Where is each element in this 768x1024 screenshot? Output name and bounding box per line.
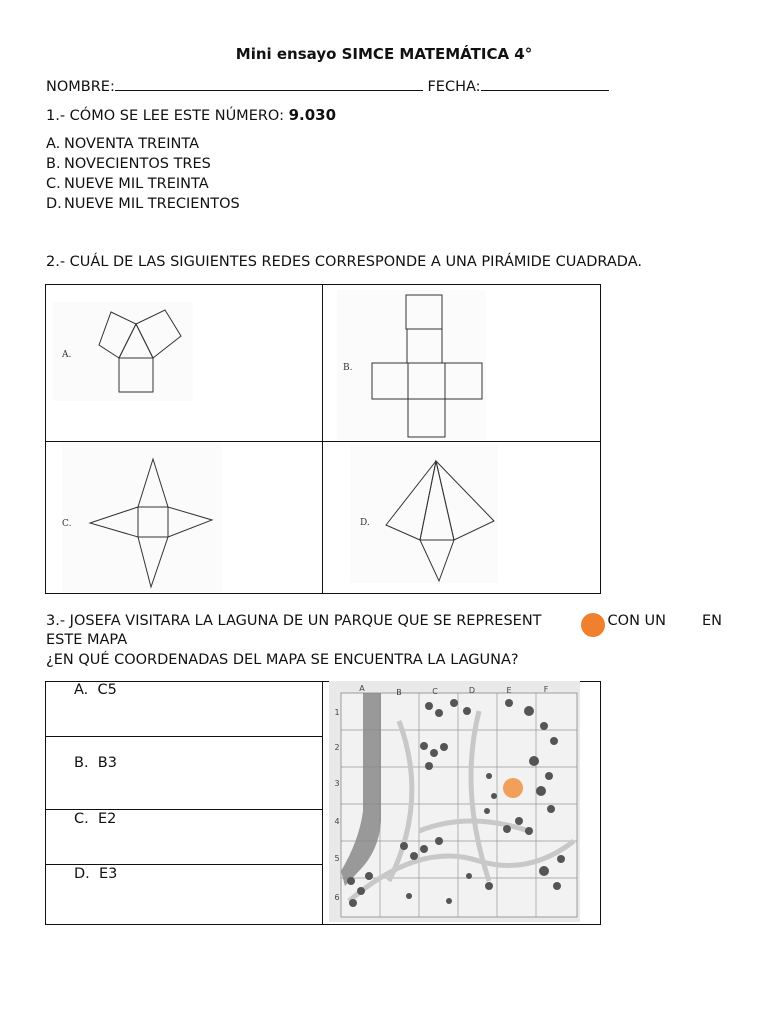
net-b-drawing [337,290,486,440]
name-field[interactable] [115,76,423,91]
answer-option-c[interactable] [74,811,116,827]
q1-option-a[interactable] [46,136,199,152]
table-divider-vertical [322,284,323,593]
option-text: NUEVE MIL TRECIENTOS [64,196,240,212]
net-option-b[interactable] [337,290,486,440]
option-letter: D. [46,196,62,212]
map-col-d: D [468,686,476,695]
net-c-label: C. [62,519,72,529]
page-title: Mini ensayo SIMCE MATEMÁTICA 4° [235,45,533,63]
park-map [329,681,580,922]
orange-circle-icon [581,613,605,637]
map-row-6: 6 [334,893,340,902]
answer-option-d[interactable] [74,866,117,882]
net-option-c[interactable] [62,442,222,592]
option-letter: D. [74,866,90,882]
date-label: FECHA: [427,79,481,95]
park-map-drawing [329,681,580,922]
q3-line1-b: CON UN [607,613,666,629]
answer-cell-b[interactable] [46,737,323,810]
q3-line2: ESTE MAPA [46,632,128,648]
map-row-1: 1 [334,708,340,717]
q1-number: 9.030 [288,106,337,124]
q3-question: ¿EN QUÉ COORDENADAS DEL MAPA SE ENCUENTRA LA LAGUNA? [46,652,519,668]
option-letter: B. [46,156,61,172]
answer-option-a[interactable] [74,682,117,698]
option-text: NOVENTA TREINTA [64,136,200,152]
option-letter: B. [74,755,89,771]
option-text: NUEVE MIL TREINTA [64,176,209,192]
q1-option-c[interactable] [46,176,209,192]
net-option-d[interactable] [350,445,498,583]
net-a-label: A. [62,350,72,360]
q3-line1-a: 3.- JOSEFA VISITARA LA LAGUNA DE UN PARQUE QUE SE REPRESENT [46,613,542,629]
map-col-a: A [359,684,365,693]
q1-prompt-text: 1.- CÓMO SE LEE ESTE NÚMERO: [46,108,289,124]
map-row-2: 2 [334,743,340,752]
option-text: E3 [99,866,118,882]
answer-option-b[interactable] [74,755,117,771]
option-letter: C. [74,811,89,827]
map-col-f: F [543,685,549,694]
q3-line1-c: EN [701,613,722,629]
option-text: B3 [97,755,117,771]
map-row-3: 3 [334,779,340,788]
q1-option-b[interactable] [46,156,211,172]
net-b-label: B. [343,363,353,373]
option-text: E2 [97,811,117,827]
net-option-a[interactable] [53,302,193,401]
net-d-label: D. [360,518,370,528]
option-letter: A. [74,682,89,698]
option-letter: A. [46,136,61,152]
q2-prompt: 2.- CUÁL DE LAS SIGUIENTES REDES CORRESPONDE A UNA PIRÁMIDE CUADRADA. [46,254,642,270]
net-c-drawing [62,442,222,592]
q1-prompt [46,106,336,124]
option-text: NOVECIENTOS TRES [64,156,211,172]
map-col-b: B [396,688,402,697]
q1-option-d[interactable] [46,196,240,212]
option-text: C5 [97,682,117,698]
map-col-e: E [506,686,512,695]
net-a-drawing [53,302,193,401]
date-field[interactable] [481,76,609,91]
map-row-4: 4 [334,817,340,826]
q3-prompt [46,612,722,650]
map-row-5: 5 [334,854,340,863]
option-letter: C. [46,176,61,192]
map-col-c: C [432,687,438,696]
net-d-drawing [350,445,498,583]
name-label: NOMBRE: [46,79,115,95]
header-line [46,76,609,95]
